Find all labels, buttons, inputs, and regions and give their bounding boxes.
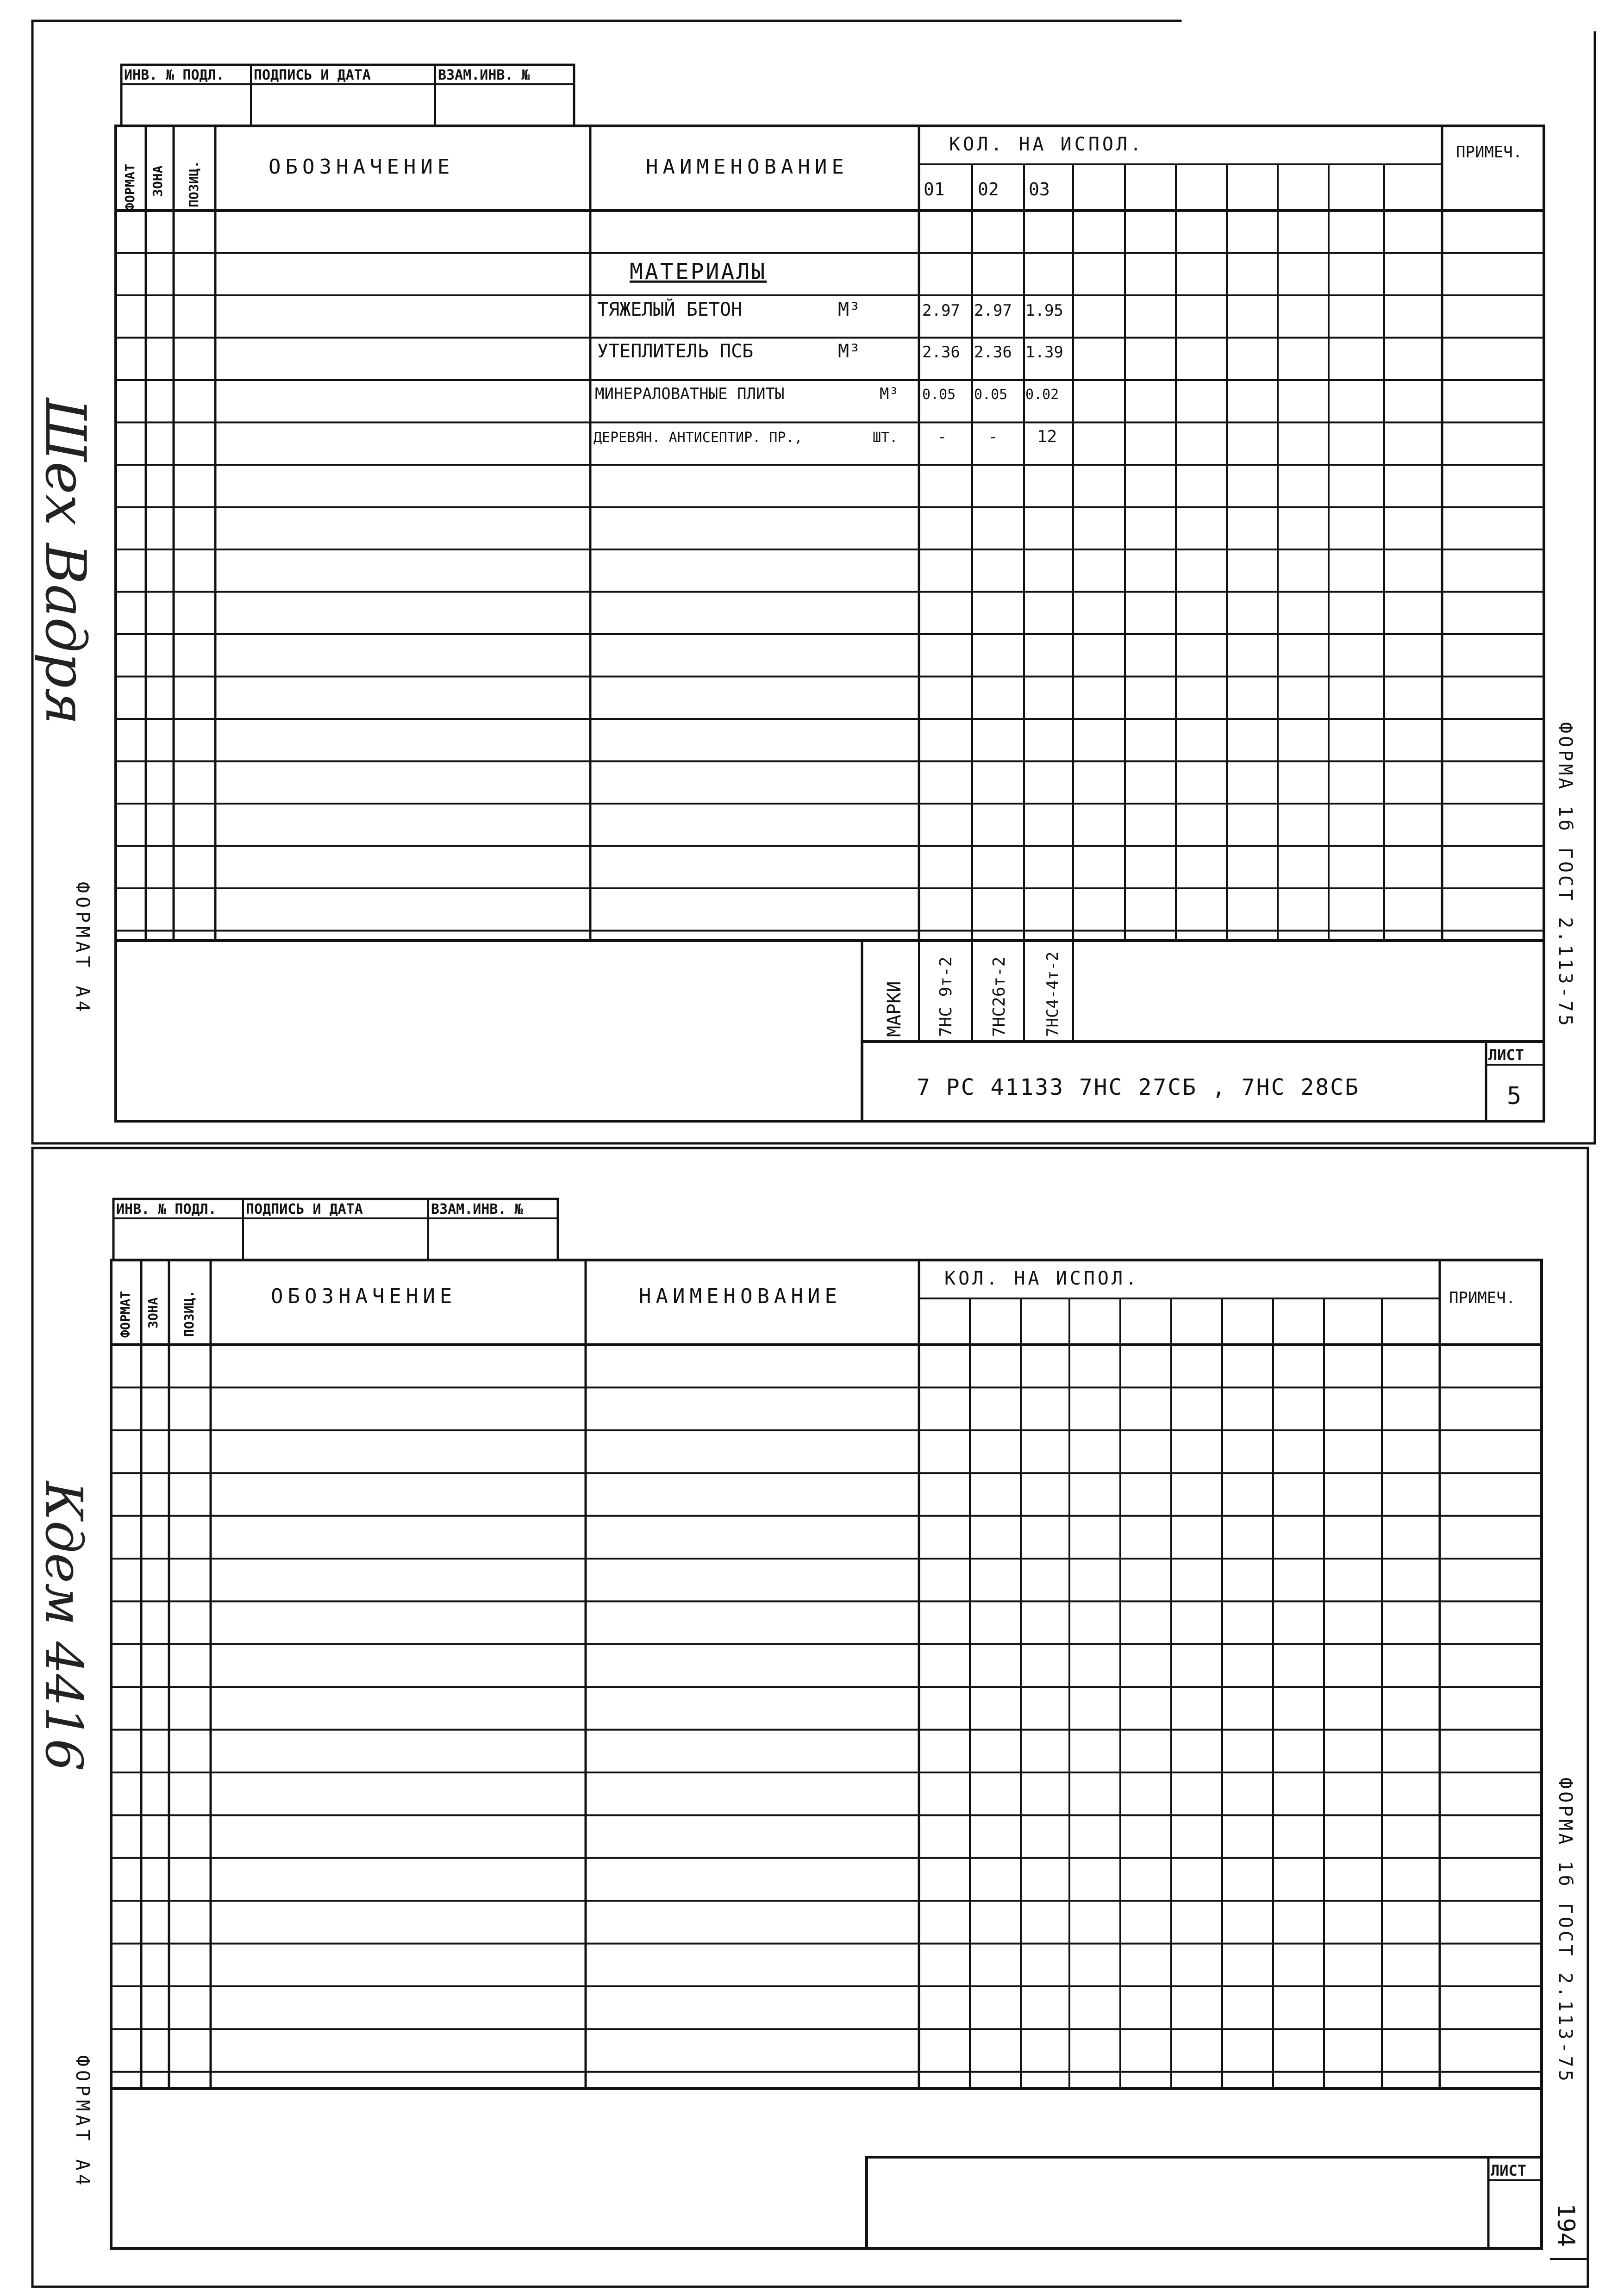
format-label: ФОРМАТ А4 [72,2055,93,2189]
material-qty: 2.97 [974,301,1012,320]
material-name: ТЯЖЕЛЫЙ БЕТОН [597,299,743,320]
material-name: УТЕПЛИТЕЛЬ ПСБ [597,341,754,362]
marka-3: 7НС4-4т-2 [1043,951,1062,1037]
material-name: ДЕРЕВЯН. АНТИСЕПТИР. ПР., [593,430,803,446]
material-qty: 2.36 [974,343,1012,362]
material-qty: 2.36 [922,343,960,362]
header-pozic: ПОЗИЦ. [186,160,201,207]
material-unit: М³ [838,299,861,320]
ispoln-01: 01 [924,179,945,200]
header-pozic: ПОЗИЦ. [181,1290,197,1337]
stamp-podpis-data: ПОДПИСЬ И ДАТА [246,1201,363,1217]
header-primech: ПРИМЕЧ. [1456,143,1523,162]
material-unit: М³ [838,341,861,362]
material-qty: 0.05 [922,387,956,403]
section-title-materialy: МАТЕРИАЛЫ [630,259,767,285]
stamp-podpis-data: ПОДПИСЬ И ДАТА [254,67,371,83]
header-oboznachenie: ОБОЗНАЧЕНИЕ [269,155,455,179]
header-primech: ПРИМЕЧ. [1449,1289,1516,1307]
marka-1: 7НС 9т-2 [937,956,956,1037]
materials-list [593,298,1063,446]
stamp-vzam-inv: ВЗАМ.ИНВ. № [431,1201,523,1217]
material-name: МИНЕРАЛОВАТНЫЕ ПЛИТЫ [595,385,785,403]
stamp-vzam-inv: ВЗАМ.ИНВ. № [438,67,530,83]
stamp-inv-podl: ИНВ. № ПОДЛ. [124,67,225,83]
material-qty: 0.02 [1025,387,1059,403]
marki-label: МАРКИ [884,981,905,1037]
header-naimenovanie: НАИМЕНОВАНИЕ [646,155,849,179]
ispoln-02: 02 [978,179,999,200]
material-qty: 1.39 [1025,343,1063,362]
marka-2: 7НС26т-2 [990,956,1009,1037]
material-qty: - [988,428,998,446]
list-label: ЛИСТ [1488,1046,1524,1064]
header-naimenovanie: НАИМЕНОВАНИЕ [639,1285,842,1308]
handwritten-signature: Шех Вадря [33,398,97,725]
header-oboznachenie: ОБОЗНАЧЕНИЕ [271,1285,457,1308]
material-qty: 12 [1037,427,1057,446]
material-qty: 0.05 [974,387,1008,403]
header-zona: ЗОНА [150,165,165,197]
handwritten-signature: Кдем 4416 [34,1481,94,1772]
material-unit: ШТ. [873,430,898,446]
format-label: ФОРМАТ А4 [72,882,93,1016]
page-number: 194 [1552,2203,1580,2247]
header-format: ФОРМАТ [118,1291,133,1338]
header-format: ФОРМАТ [122,163,137,211]
doc-title: 7 РС 41133 7НС 27СБ , 7НС 28СБ [917,1074,1360,1100]
side-note-forma: ФОРМА 1б ГОСТ 2.113-75 [1555,1778,1576,2084]
header-kol-na-ispoln: КОЛ. НА ИСПОЛ. [949,134,1144,155]
stamp-inv-podl: ИНВ. № ПОДЛ. [116,1201,217,1217]
material-qty: - [937,428,947,446]
material-qty: 2.97 [922,301,960,320]
list-label: ЛИСТ [1491,2162,1527,2179]
ispoln-03: 03 [1029,179,1050,200]
side-note-forma: ФОРМА 1б ГОСТ 2.113-75 [1555,722,1576,1029]
header-zona: ЗОНА [145,1297,161,1329]
material-qty: 1.95 [1025,301,1063,320]
list-number: 5 [1507,1082,1522,1110]
header-kol-na-ispoln: КОЛ. НА ИСПОЛ. [944,1268,1140,1289]
material-unit: М³ [880,385,899,403]
